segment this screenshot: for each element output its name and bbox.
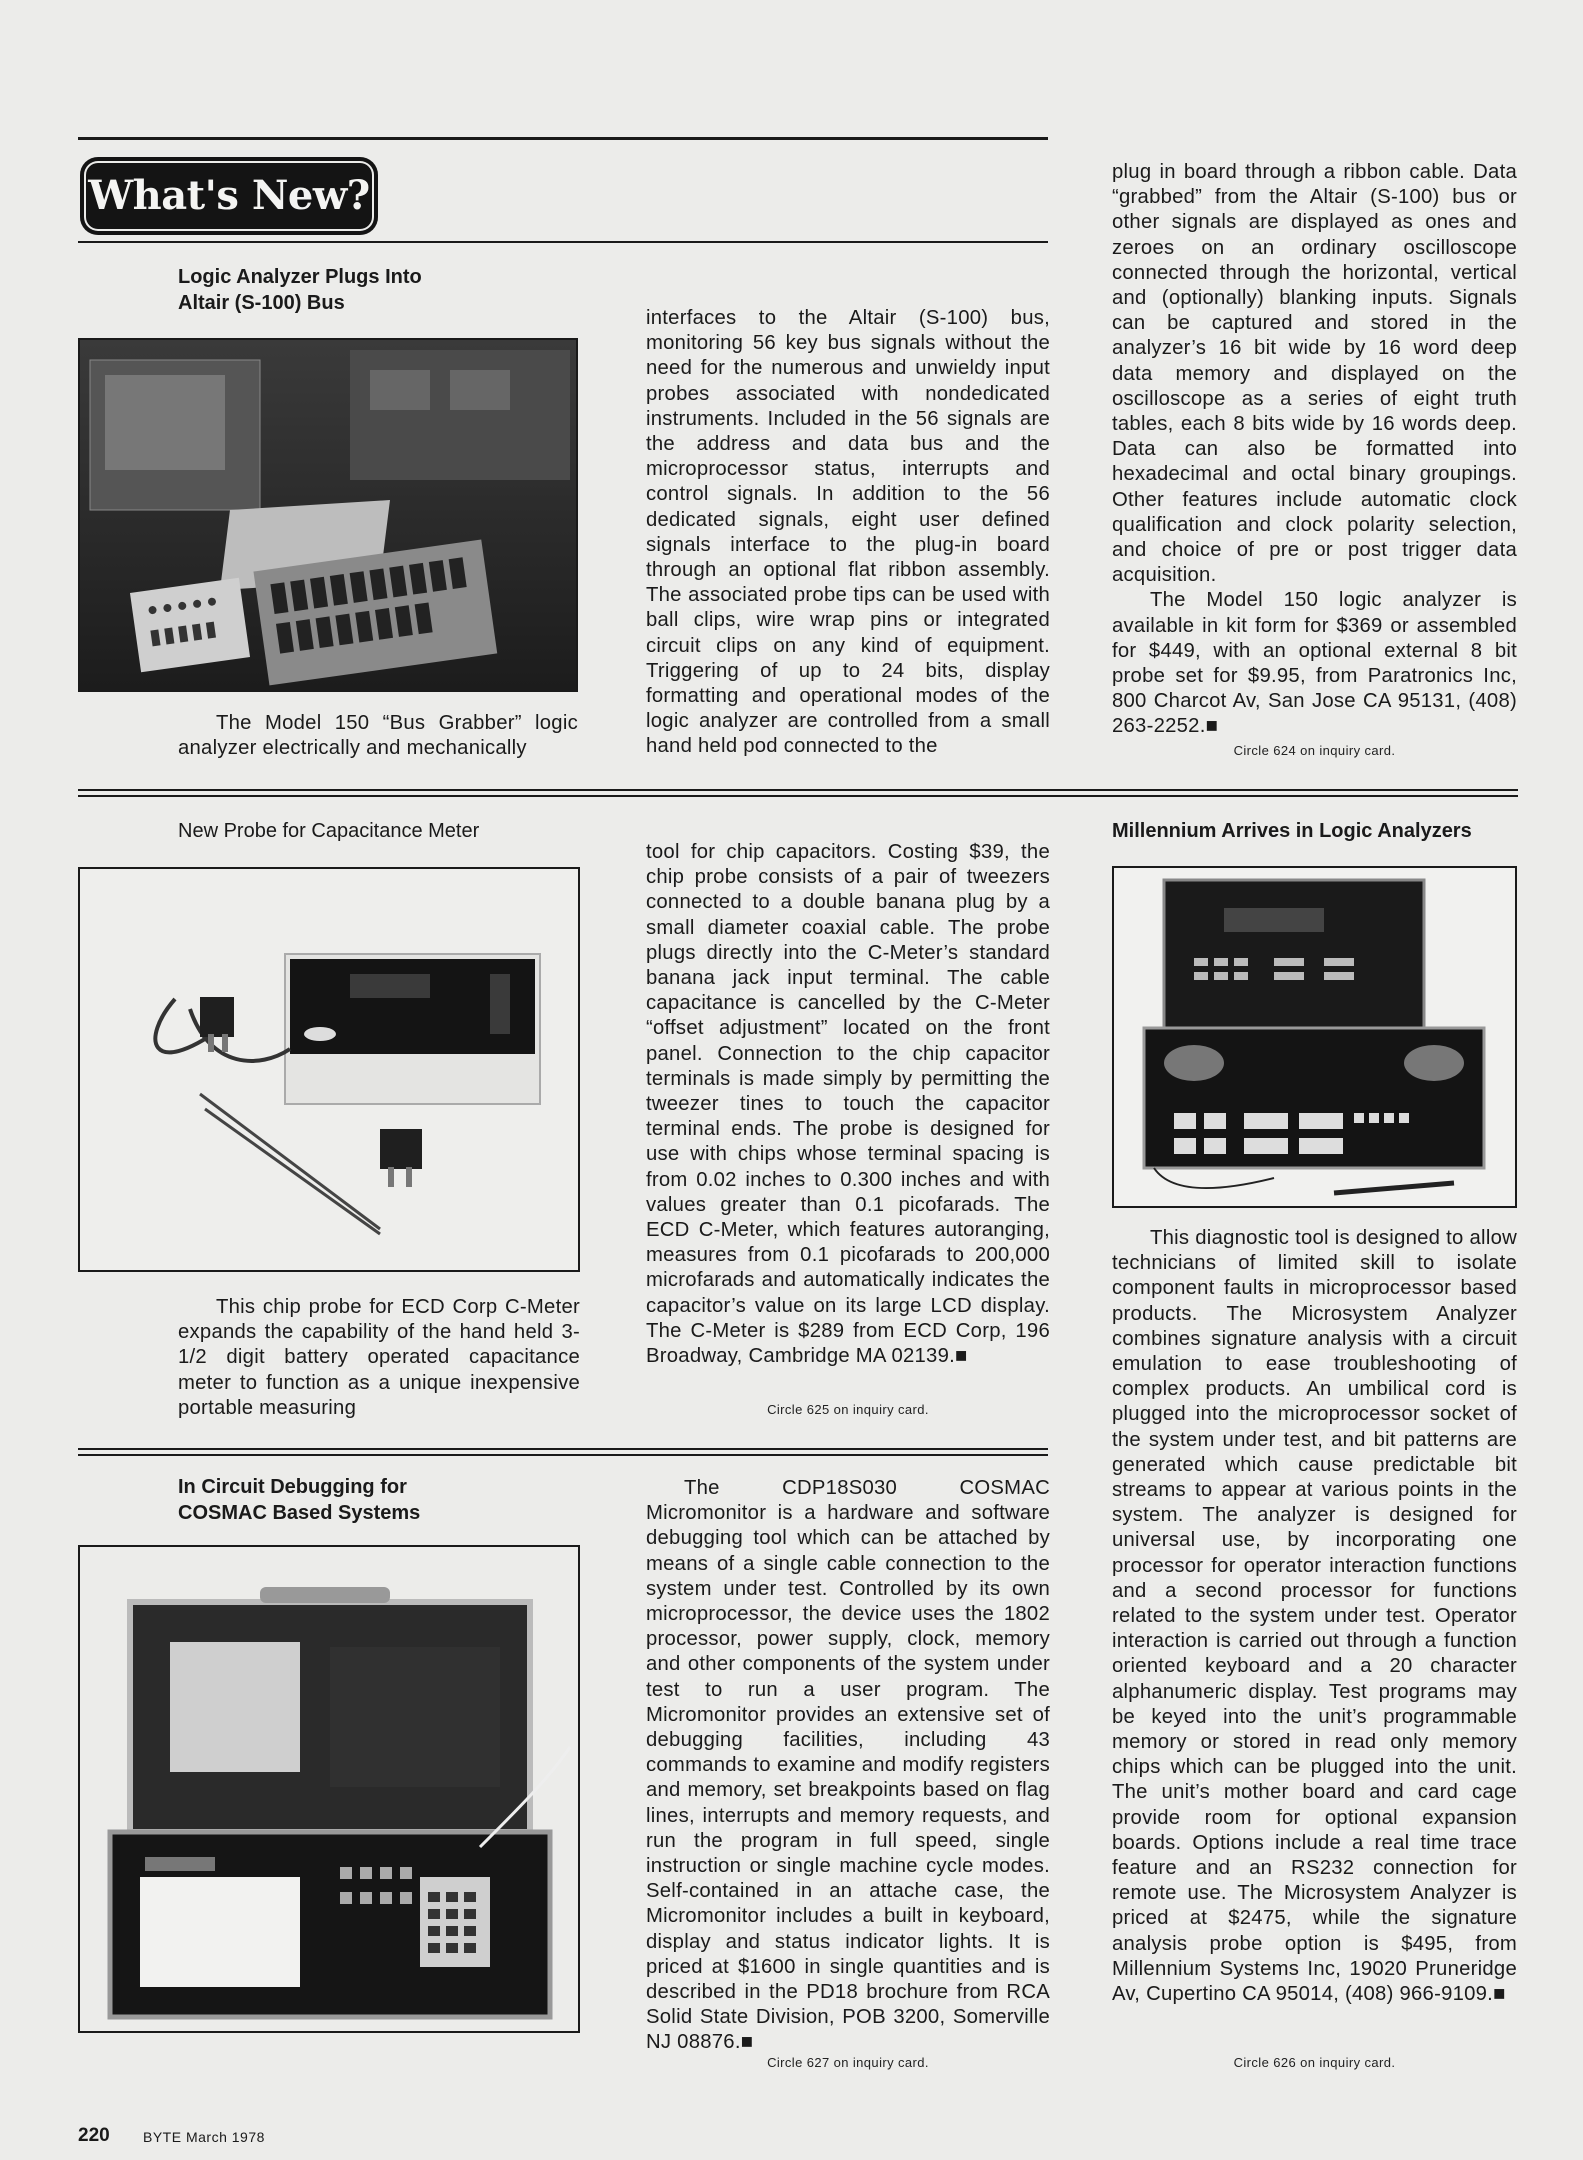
logic-analyzer-caption: The Model 150 “Bus Grabber” logic analyzer electrically and mechanically	[178, 712, 578, 760]
section-rule-2a	[78, 1448, 1048, 1450]
logic-analyzer-col3-p2: The Model 150 logic analyzer is available in kit form for $369 or assembled for $449, with an optional external 8 bit probe set for $9.95, from Paratronics Inc, 800 Charcot Av, San Jose CA 95131, (408) 263-2252.■	[1112, 589, 1517, 738]
logic-analyzer-title-line1: Logic Analyzer Plugs Into	[178, 266, 422, 288]
microsystem-analyzer-photo	[1112, 866, 1517, 1208]
logic-analyzer-col3-p1: plug in board through a ribbon cable. Data “grabbed” from the Altair (S-100) bus or other signals are displayed as ones and zeroes on an ordinary oscilloscope connected through the horizontal, vertical and (optionally) blanking inputs. Signals can be captured and stored in the analyzer’s 16 bit wide by 16 word deep data memory and displayed on the oscilloscope as a series of eight truth tables, each 8 bits wide by 16 words deep. Data can also be formatted into hexadecimal and octal binary groupings. Other features include automatic clock qualification and clock polarity selection, and choice of pre or post trigger data acquisition.	[1112, 161, 1517, 587]
bus-grabber-photo-illustration	[80, 340, 576, 690]
millennium-body: This diagnostic tool is designed to allow technicians of limited skill to isolate component faults in microprocessor based products. The Microsystem Analyzer combines signature analysis with a circuit emulation to ease troubleshooting of complex products. An umbilical cord is plugged into the microprocessor socket of the system under test, and bit patterns are generated which cause predictable bit streams to appear at various points in the system. The analyzer is designed for universal use, by incorporating one processor for operator interaction functions and a second processor for functions related to the system under test. Operator interaction is carried out through a function oriented keyboard and a 20 character alphanumeric display. Test programs may be keyed into the unit’s programmable memory or stored in read only memory chips which can be plugged into the unit. The unit’s mother board and card cage provide room for optional expansion boards. Options include a real time trace feature and an RS232 connection for remote use. The Microsystem Analyzer is priced at $2475, while the signature analysis probe option is $495, from Millennium Systems Inc, 19020 Pruneridge Av, Cupertino CA 95014, (408) 966-9109.■	[1112, 1227, 1517, 2006]
logic-analyzer-title-line2: Altair (S-100) Bus	[178, 292, 345, 314]
header-underline-rule	[78, 241, 1048, 243]
cosmac-title-line1: In Circuit Debugging for	[178, 1476, 407, 1498]
section-rule-1b	[78, 795, 1518, 797]
capacitance-title: New Probe for Capacitance Meter	[178, 820, 480, 842]
issue-label: BYTE March 1978	[143, 2129, 265, 2145]
cosmac-title-line2: COSMAC Based Systems	[178, 1502, 421, 1524]
millennium-title: Millennium Arrives in Logic Analyzers	[1112, 820, 1472, 842]
capacitance-body: tool for chip capacitors. Costing $39, the chip probe consists of a pair of tweezers connected to a double banana plug by a small diameter coaxial cable. The probe plugs directly into the C-Meter’s standard banana jack input terminal. The cable capacitance is cancelled by the C-Meter “offset adjustment” located on the front panel. Connection to the chip capacitor terminals is made simply by permitting the tweezer tines to touch the capacitor terminal ends. The probe is designed for use with chips whose terminal spacing is from 0.02 inches to 0.300 inches and with values greater than 0.1 picofarads. The ECD C-Meter, which features autoranging, measures from 0.1 picofarads to 200,000 microfarads and automatically indicates the capacitor’s value on its large LCD display. The C-Meter is $289 from ECD Corp, 196 Broadway, Cambridge MA 02139.■	[646, 841, 1050, 1368]
chip-probe-photo	[78, 867, 580, 1272]
section-rule-2b	[78, 1454, 1048, 1456]
micromonitor-photo	[78, 1545, 580, 2033]
logic-analyzer-circle: Circle 624 on inquiry card.	[1233, 743, 1396, 758]
capacitance-caption: This chip probe for ECD Corp C-Meter expands the capability of the hand held 3-1/2 digit battery operated capacitance meter to function as a unique inexpensive portable measuring	[178, 1296, 580, 1419]
bus-grabber-photo	[78, 338, 578, 692]
top-rule	[78, 137, 1048, 140]
page-number: 220	[78, 2125, 110, 2146]
section-rule-1a	[78, 789, 1518, 791]
logic-analyzer-col2: interfaces to the Altair (S-100) bus, monitoring 56 key bus signals without the need for the numerous and unwieldy input probes associated with nondedicated instruments. Included in the 56 signals are the address and data bus and the microprocessor status, interrupts and control signals. In addition to the 56 dedicated signals, eight user defined signals interface to the plug-in board through an optional flat ribbon assembly. The associated probe tips can be used with ball clips, wire wrap pins or integrated circuit clips on any kind of equipment. Triggering of up to 24 bits, display formatting and operational modes of the logic analyzer are controlled from a small hand held pod connected to the	[646, 307, 1050, 758]
whats-new-badge-label: What's New?	[88, 172, 370, 219]
millennium-circle: Circle 626 on inquiry card.	[1233, 2055, 1396, 2070]
cosmac-body: The CDP18S030 COSMAC Micromonitor is a hardware and software debugging tool which can be attached by means of a single cable connection to the system under test. Controlled by its own microprocessor, the device uses the 1802 processor, power supply, clock, memory and other components of the system under test to run a user program. The Micromonitor provides an extensive set of debugging facilities, including 43 commands to examine and modify registers and memory, set breakpoints based on flag lines, interrupts and memory requests, and run the program in full speed, single instruction or single machine cycle modes. Self-contained in an attache case, the Micromonitor includes a built in keyboard, display and status indicator lights. It is priced at $1600 in single quantities and is described in the PD18 brochure from RCA Solid State Division, POB 3200, Somerville NJ 08876.■	[646, 1477, 1050, 2054]
logic-analyzer-col3	[1112, 160, 1517, 740]
whats-new-badge	[80, 157, 378, 235]
micromonitor-photo-illustration	[80, 1547, 578, 2031]
cosmac-circle: Circle 627 on inquiry card.	[767, 2055, 929, 2070]
capacitance-circle: Circle 625 on inquiry card.	[767, 1402, 929, 1417]
chip-probe-photo-illustration	[80, 869, 578, 1270]
microsystem-analyzer-photo-illustration	[1114, 868, 1515, 1206]
